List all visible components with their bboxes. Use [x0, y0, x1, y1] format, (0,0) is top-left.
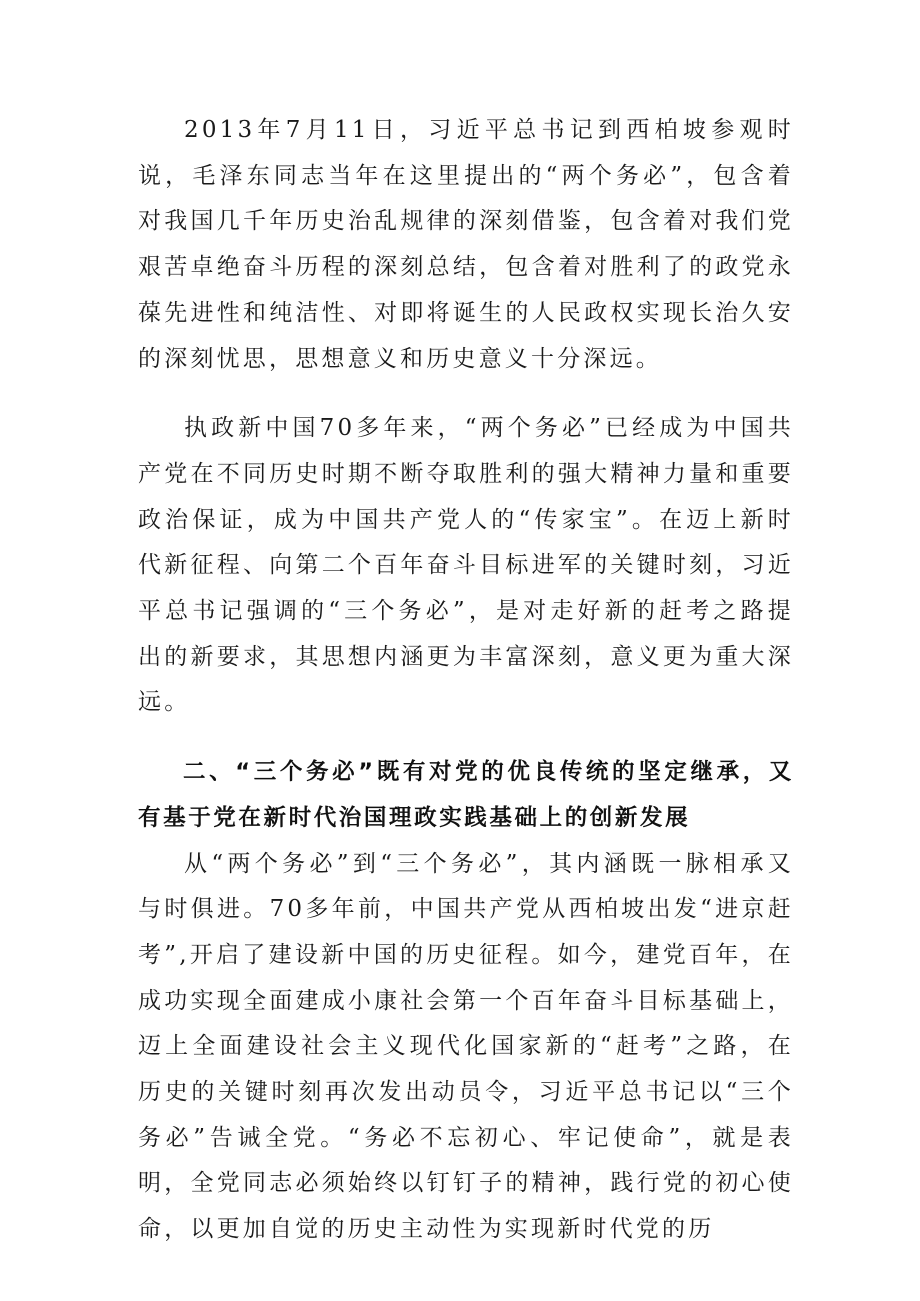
- paragraph-two-musts: 执政新中国70多年来，“两个务必”已经成为中国共产党在不同历史时期不断夺取胜利的强大精神力量和重要政治保证，成为中国共产党人的“传家宝”。在迈上新时代新征程、向第二个百年奋斗目标进军的关键时刻，习近平总书记强调的“三个务必”，是对走好新的赶考之路提出的新要求，其思想内涵更为丰富深刻，意义更为重大深远。: [138, 415, 794, 716]
- paragraph-three-musts: 从“两个务必”到“三个务必”，其内涵既一脉相承又与时俱进。70多年前，中国共产党从西柏坡出发“进京赶考”,开启了建设新中国的历史征程。如今，建党百年，在成功实现全面建成小康社会第一个百年奋斗目标基础上，迈上全面建设社会主义现代化国家新的“赶考”之路，在历史的关键时刻再次发出动员令，习近平总书记以“三个务必”告诫全党。“务必不忘初心、牢记使命”，就是表明，全党同志必须始终以钉钉子的精神，践行党的初心使命，以更加自觉的历史主动性为实现新时代党的历: [138, 850, 794, 1243]
- paragraph-xibaipo-visit: 2013年7月11日，习近平总书记到西柏坡参观时说，毛泽东同志当年在这里提出的“两个务必”，包含着对我国几千年历史治乱规律的深刻借鉴，包含着对我们党艰苦卓绝奋斗历程的深刻总结，包含着对胜利了的政党永葆先进性和纯洁性、对即将诞生的人民政权实现长治久安的深刻忧思，思想意义和历史意义十分深远。: [138, 117, 794, 372]
- section-heading: 二、“三个务必”既有对党的优良传统的坚定继承，又有基于党在新时代治国理政实践基础上的创新发展: [138, 759, 794, 831]
- document-body: [138, 108, 794, 1253]
